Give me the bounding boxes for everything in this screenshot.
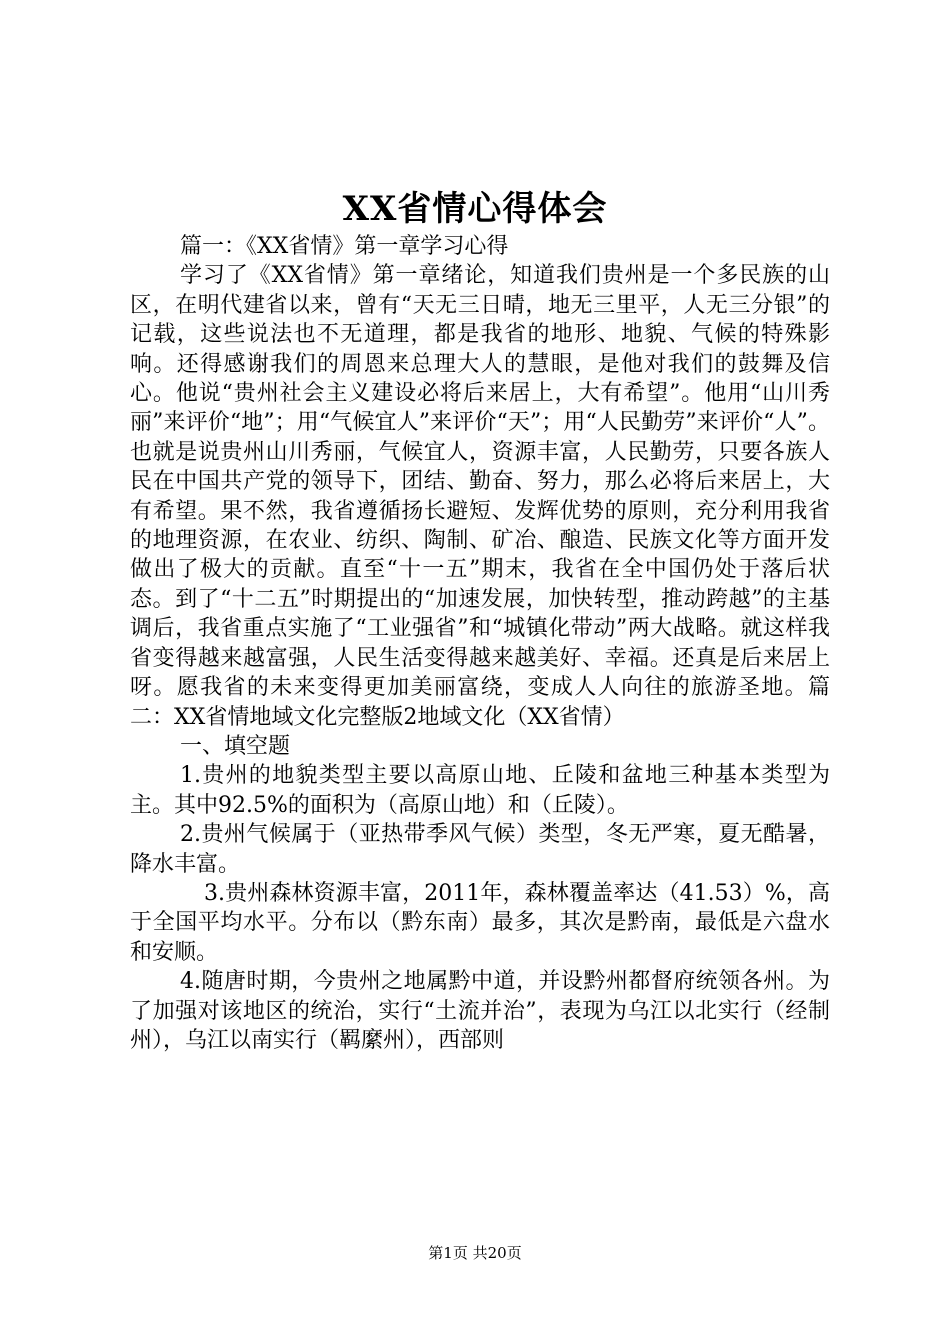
page-footer: 第1页 共20页 [428, 1244, 522, 1262]
document-title: XX省情心得体会 [342, 189, 608, 229]
section-heading: 篇一：《XX省情》第一章学习心得 [180, 234, 509, 259]
question-item: 1.贵州的地貌类型主要以高原山地、丘陵和盆地三种基本类型为主。其中92.5%的面积为（高原山地）和（丘陵）。 [130, 763, 830, 818]
question-item: 4.随唐时期，今贵州之地属黔中道，并设黔州都督府统领各州。为了加强对该地区的统治，实行“土流并治”，表现为乌江以北实行（经制州），乌江以南实行（羁縻州），西部则 [130, 969, 830, 1053]
section-subheading: 一、填空题 [180, 733, 291, 759]
document-body [130, 232, 830, 1055]
question-item: 2.贵州气候属于（亚热带季风气候）类型，冬无严寒，夏无酷暑，降水丰富。 [130, 822, 830, 877]
body-paragraph: 学习了《XX省情》第一章绪论，知道我们贵州是一个多民族的山区，在明代建省以来，曾有“天无三日晴，地无三里平，人无三分银”的记载，这些说法也不无道理，都是我省的地形、地貌、气候的特殊影响。还得感谢我们的周恩来总理大人的慧眼，是他对我们的鼓舞及信心。他说“贵州社会主义建设必将后来居上，大有希望”。他用“山川秀丽”来评价“地”；用“气候宜人”来评价“天”；用“人民勤劳”来评价“人”。也就是说贵州山川秀丽，气候宜人，资源丰富，人民勤劳，只要各族人民在中国共产党的领导下，团结、勤奋、努力，那么必将后来居上，大有希望。果不然，我省遵循扬长避短、发辉优势的原则，充分利用我省的地理资源，在农业、纺织、陶制、矿冶、酿造、民族文化等方面开发做出了极大的贡献。直至“十一五”期末，我省在全中国仍处于落后状态。到了“十二五”时期提出的“加速发展，加快转型，推动跨越”的主基调后，我省重点实施了“工业强省”和“城镇化带动”两大战略。就这样我省变得越来越富强，人民生活变得越来越美好、幸福。还真是后来居上呀。愿我省的未来变得更加美丽富绕，变成人人向往的旅游圣地。篇二：XX省情地域文化完整版2地域文化（XX省情） [130, 263, 830, 730]
question-item: 3.贵州森林资源丰富，2011年，森林覆盖率达（41.53）%，高于全国平均水平。分布以（黔东南）最多，其次是黔南，最低是六盘水和安顺。 [130, 880, 830, 965]
